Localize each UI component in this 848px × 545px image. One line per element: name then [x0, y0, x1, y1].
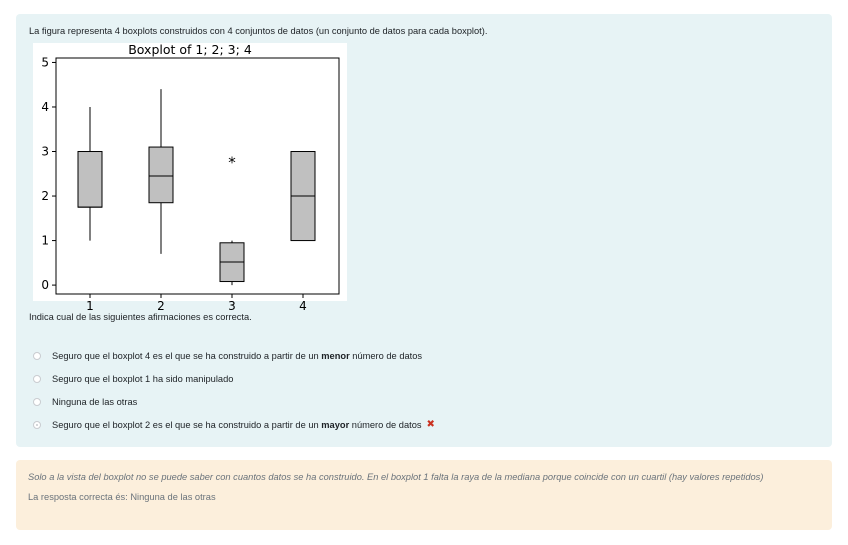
answer-list	[32, 344, 732, 436]
y-tick-label: 0	[41, 278, 49, 293]
right-answer-text: La resposta correcta és: Ninguna de las otras	[28, 492, 216, 502]
y-tick-label: 3	[41, 144, 49, 159]
radio-button[interactable]	[33, 398, 41, 406]
answer-option-2[interactable]	[32, 367, 732, 390]
answer-label	[52, 397, 137, 407]
answer-text-end: número de datos	[349, 350, 423, 361]
y-tick-label: 2	[41, 189, 49, 204]
answer-text: Seguro que el boxplot 2 es el que se ha construido a partir de un	[52, 419, 322, 430]
feedback-panel	[16, 460, 832, 530]
chart-title: Boxplot of 1; 2; 3; 4	[128, 42, 252, 57]
answer-text: Ninguna de las otras	[52, 396, 138, 407]
question-prompt: Indica cual de las siguientes afirmaciones es correcta.	[29, 312, 252, 322]
question-text: La figura representa 4 boxplots construidos con 4 conjuntos de datos (un conjunto de datos para cada boxplot).	[29, 26, 488, 36]
answer-text: Seguro que el boxplot 1 ha sido manipulado	[52, 373, 234, 384]
box-1	[78, 152, 102, 208]
radio-button[interactable]	[33, 375, 41, 383]
answer-text: Seguro que el boxplot 4 es el que se ha construido a partir de un	[52, 350, 322, 361]
answer-option-4[interactable]	[32, 413, 732, 436]
x-tick-label: 3	[228, 299, 236, 313]
radio-button[interactable]	[33, 352, 41, 360]
question-panel	[16, 14, 832, 447]
answer-option-3[interactable]	[32, 390, 732, 413]
boxplot-chart	[33, 42, 347, 313]
box-2	[149, 147, 173, 203]
answer-label	[52, 374, 233, 384]
answer-label	[52, 351, 422, 361]
boxplot-figure	[33, 42, 347, 313]
outlier-point: *	[228, 153, 236, 172]
answer-label	[52, 420, 422, 430]
x-tick-label: 1	[86, 299, 94, 313]
y-tick-label: 5	[41, 55, 49, 70]
x-tick-label: 4	[299, 299, 307, 313]
answer-text-end: número de datos	[349, 419, 422, 430]
answer-emphasis: menor	[321, 350, 350, 361]
radio-button[interactable]	[33, 421, 41, 429]
x-tick-label: 2	[157, 299, 165, 313]
general-feedback: Solo a la vista del boxplot no se puede saber con cuantos datos se ha construido. En el boxplot 1 falta la raya de la mediana porque coincide con un cuartil (hay valores repetidos)	[28, 472, 764, 482]
incorrect-icon: ✖	[426, 419, 435, 430]
y-tick-label: 4	[41, 99, 49, 114]
y-tick-label: 1	[41, 233, 49, 248]
answer-emphasis: mayor	[321, 419, 350, 430]
answer-option-1[interactable]	[32, 344, 732, 367]
